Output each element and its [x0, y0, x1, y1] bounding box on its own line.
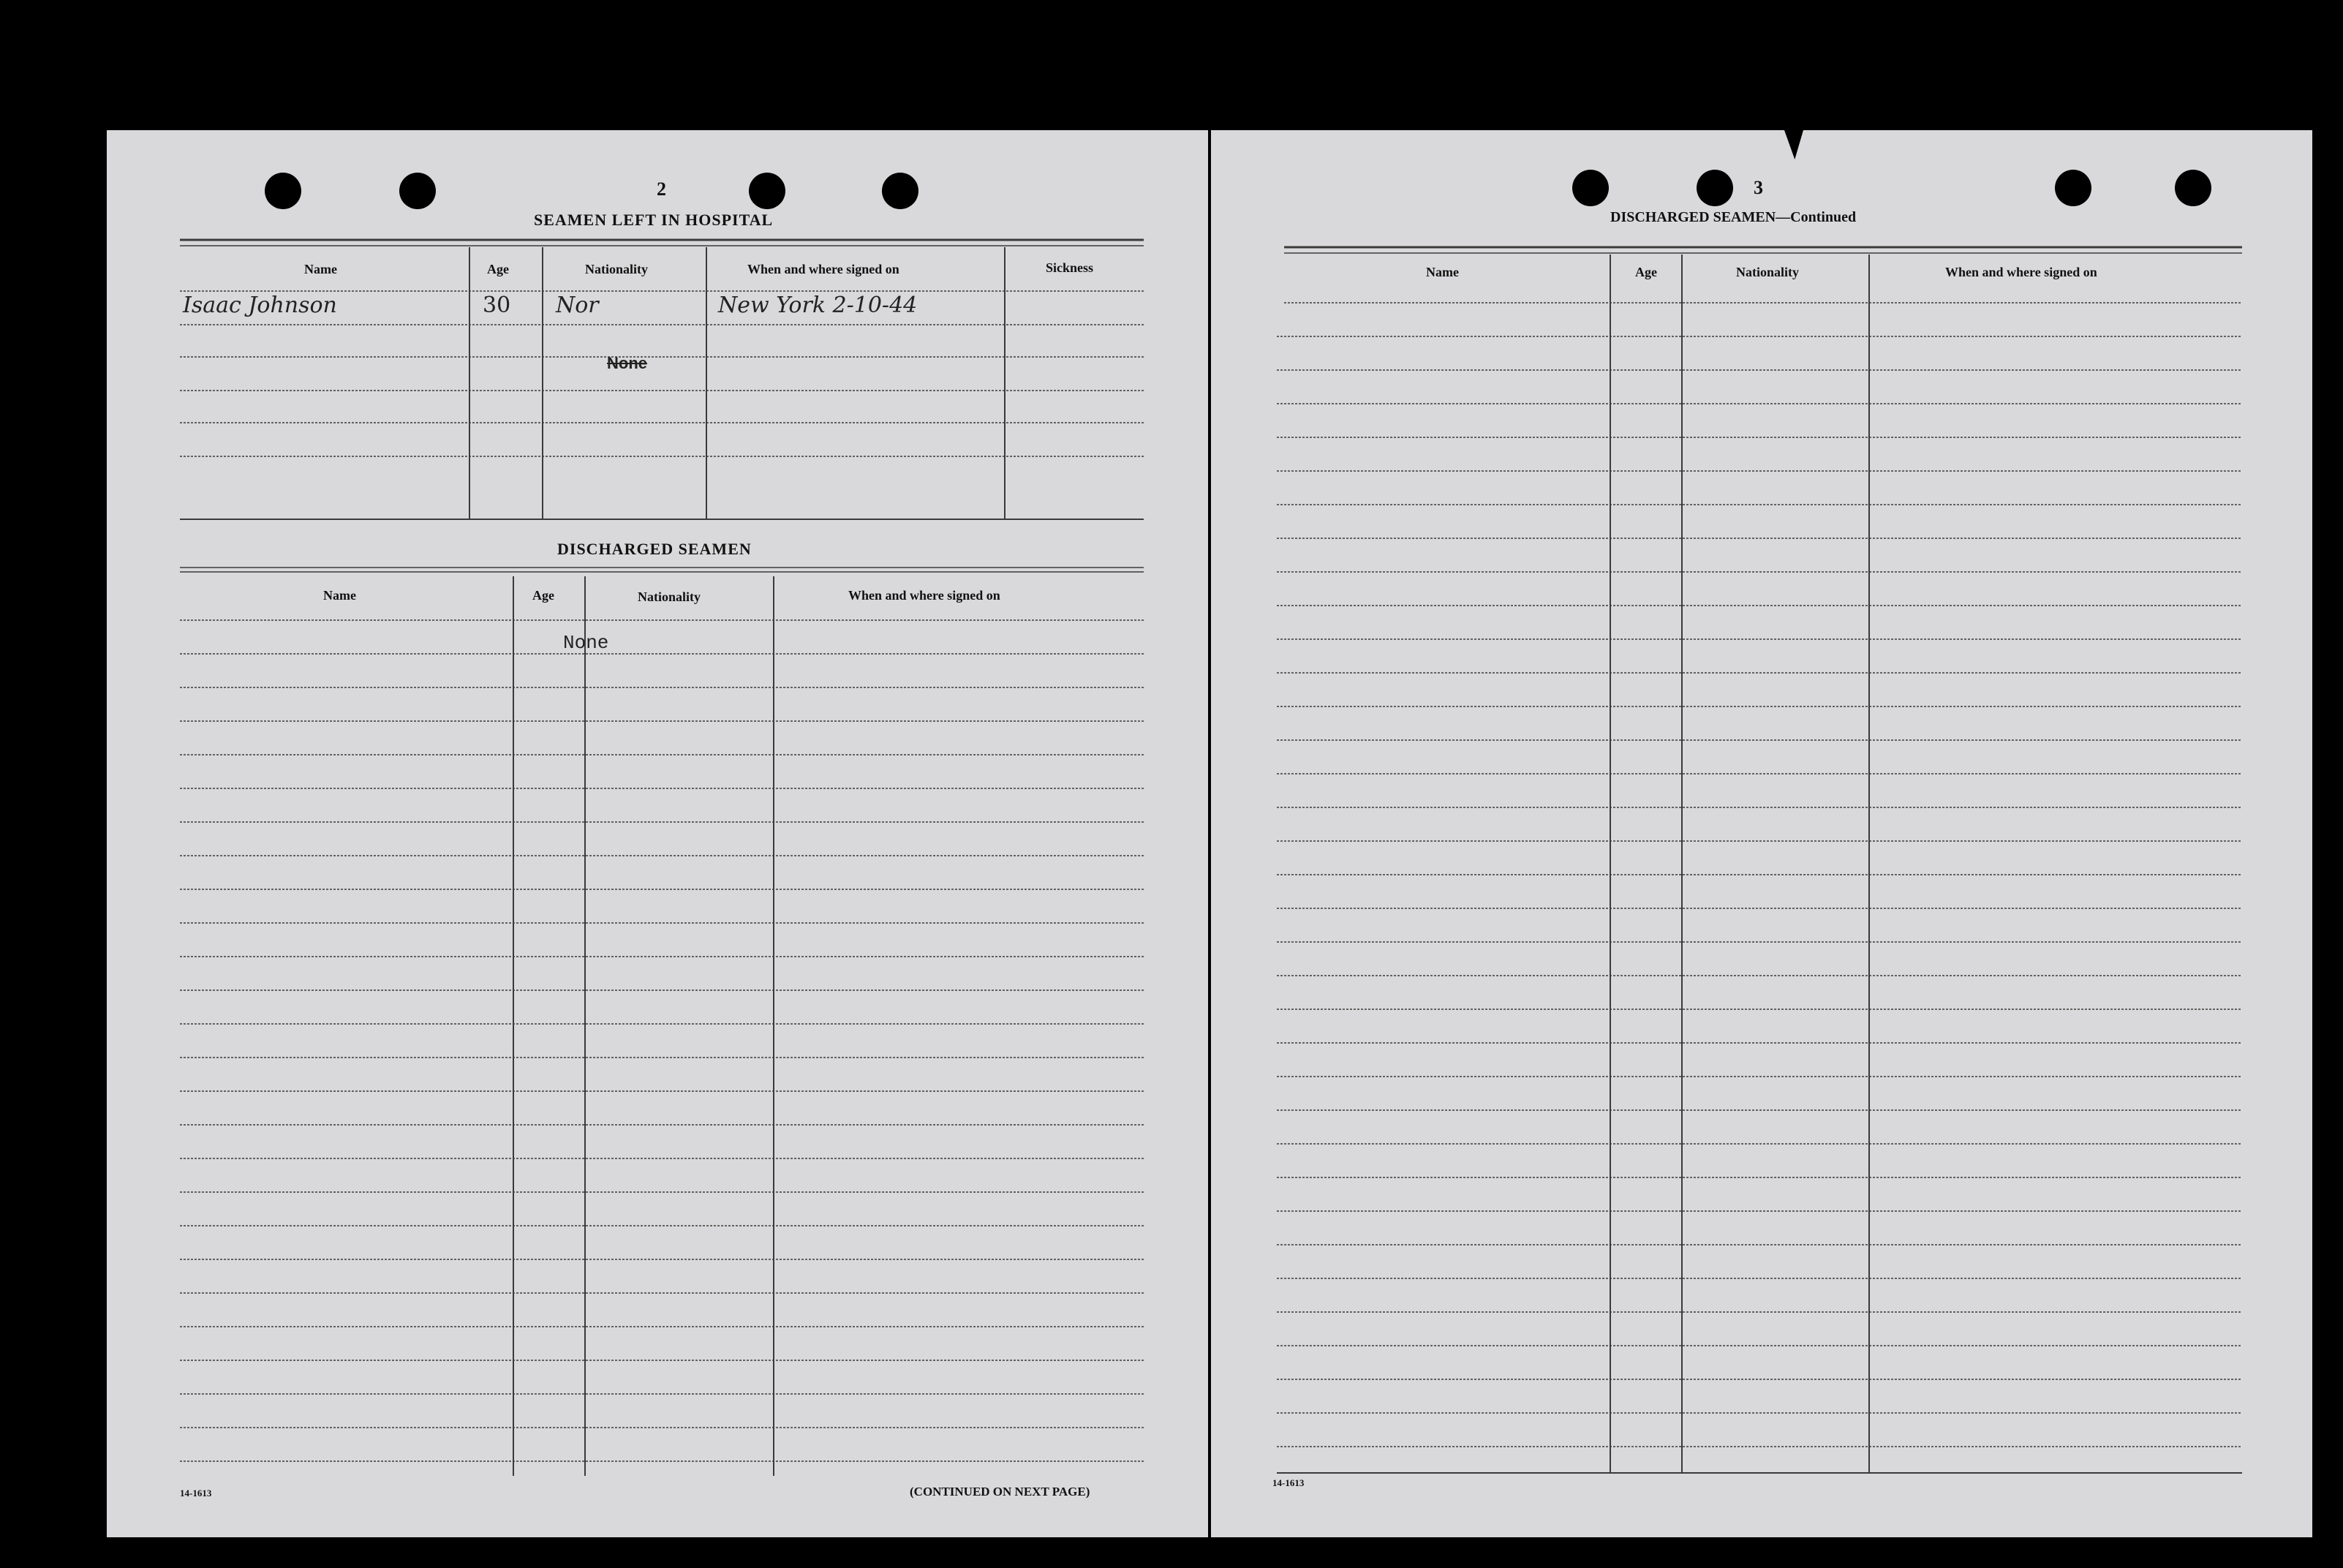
discharged-col-nationality: Nationality [638, 589, 701, 604]
col-age: Age [1635, 265, 1657, 279]
page-number: 2 [657, 178, 666, 200]
discharged-col-name: Name [323, 588, 356, 603]
hospital-entry-name: Isaac Johnson [183, 293, 337, 318]
left-form-page [107, 130, 1208, 1537]
right-table-grid [1211, 130, 2312, 1537]
hospital-col-name: Name [304, 262, 337, 276]
hospital-col-age: Age [487, 262, 509, 276]
section-title: DISCHARGED SEAMEN—Continued [1610, 209, 1857, 225]
col-name: Name [1426, 265, 1459, 279]
hospital-col-sickness: Sickness [1046, 260, 1094, 275]
discharged-none-note: None [563, 632, 609, 654]
hospital-none-note: None [607, 354, 647, 372]
hospital-col-signed-on: When and where signed on [747, 262, 899, 276]
hospital-entry-age: 30 [483, 293, 511, 318]
right-form-page [1211, 130, 2312, 1537]
page-number: 3 [1754, 177, 1763, 198]
continued-note: (CONTINUED ON NEXT PAGE) [910, 1485, 1090, 1499]
hospital-section-title: SEAMEN LEFT IN HOSPITAL [534, 211, 774, 229]
hospital-entry-nationality: Nor [556, 293, 599, 318]
col-nationality: Nationality [1736, 265, 1800, 279]
discharged-section-title: DISCHARGED SEAMEN [557, 540, 752, 558]
left-table-grid [107, 130, 1208, 1537]
col-signed-on: When and where signed on [1945, 265, 2097, 279]
form-number: 14-1613 [1272, 1477, 1305, 1488]
hospital-col-nationality: Nationality [585, 262, 649, 276]
discharged-col-age: Age [532, 588, 554, 603]
form-number: 14-1613 [180, 1488, 212, 1499]
hospital-entry-signed-on: New York 2-10-44 [718, 293, 918, 318]
discharged-col-signed-on: When and where signed on [848, 588, 1000, 603]
